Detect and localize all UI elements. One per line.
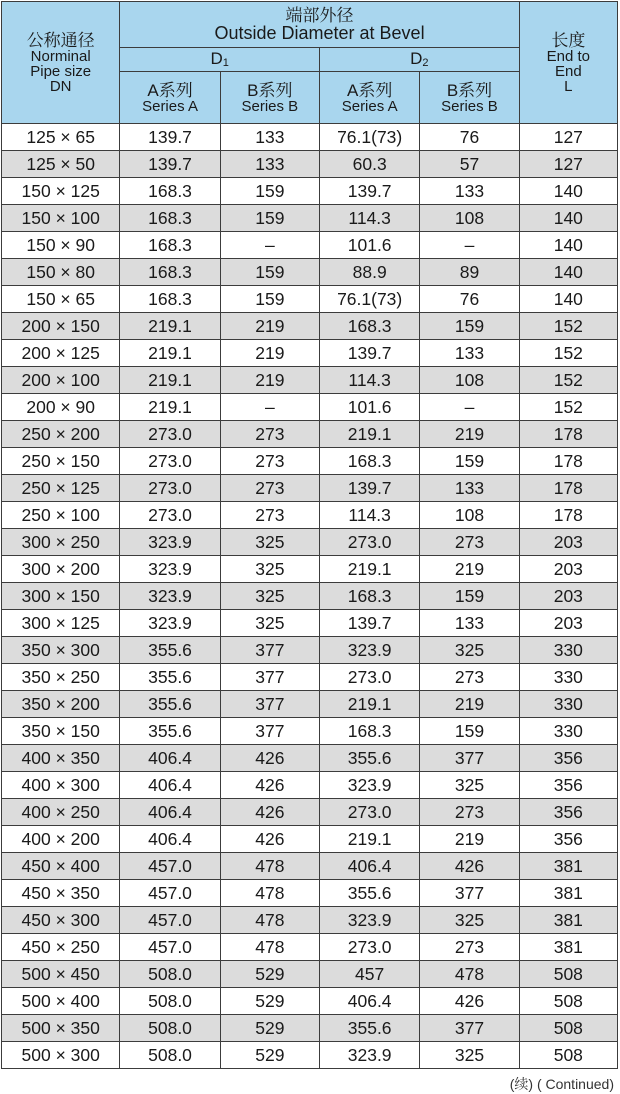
table-row [2, 313, 618, 340]
d2-series-a-cell: 114.3 [320, 367, 420, 394]
length-cell: 356 [519, 799, 617, 826]
d2-series-b-header [420, 72, 519, 124]
dn-cell: 150 × 100 [2, 205, 120, 232]
length-cell: 508 [519, 1042, 617, 1069]
d2-series-b-cell: 273 [420, 934, 519, 961]
length-cell: 140 [519, 205, 617, 232]
d2-series-a-cell: 76.1(73) [320, 124, 420, 151]
dn-header-en1: Norminal [30, 47, 91, 65]
d2-series-a-header [320, 72, 420, 124]
d1-series-b-cell: 426 [220, 772, 319, 799]
dn-cell: 125 × 50 [2, 151, 120, 178]
d2-series-b-cell: 159 [420, 313, 519, 340]
dn-cell: 350 × 250 [2, 664, 120, 691]
d2-series-a-cell: 457 [320, 961, 420, 988]
d1-series-a-cell: 273.0 [120, 448, 220, 475]
d1-series-b-cell: 273 [220, 502, 319, 529]
d1-sub: 1 [222, 57, 229, 69]
d1-series-a-cell: 406.4 [120, 745, 220, 772]
table-row [2, 664, 618, 691]
d2-series-b-cell: 219 [420, 556, 519, 583]
length-cell: 127 [519, 151, 617, 178]
series-b-zh: B系列 [446, 80, 493, 100]
d2-series-b-cell: 426 [420, 853, 519, 880]
table-row [2, 124, 618, 151]
series-b-en: Series B [241, 97, 299, 115]
length-cell: 152 [519, 394, 617, 421]
d2-series-a-cell: 219.1 [320, 826, 420, 853]
length-cell: 140 [519, 259, 617, 286]
length-cell: 203 [519, 556, 617, 583]
dn-cell: 500 × 350 [2, 1015, 120, 1042]
d1-series-b-cell: 133 [220, 124, 319, 151]
d2-series-b-cell: 133 [420, 340, 519, 367]
length-cell: 152 [519, 313, 617, 340]
d1-series-b-cell: 478 [220, 907, 319, 934]
d2-series-a-cell: 168.3 [320, 448, 420, 475]
d2-series-a-cell: 114.3 [320, 502, 420, 529]
length-cell: 152 [519, 340, 617, 367]
table-row [2, 556, 618, 583]
length-cell: 140 [519, 178, 617, 205]
length-header [519, 2, 617, 124]
d1-series-a-cell: 168.3 [120, 259, 220, 286]
d2-series-a-cell: 355.6 [320, 1015, 420, 1042]
dn-header-en2: Pipe size [30, 62, 92, 80]
table-row [2, 745, 618, 772]
length-cell: 140 [519, 232, 617, 259]
table-row [2, 583, 618, 610]
d1-series-b-cell: – [220, 232, 319, 259]
table-row [2, 232, 618, 259]
d2-series-b-cell: 219 [420, 826, 519, 853]
table-row [2, 529, 618, 556]
length-header-zh: 长度 [551, 30, 586, 50]
d1-series-b-cell: 159 [220, 205, 319, 232]
d1-series-a-cell: 355.6 [120, 637, 220, 664]
length-cell: 381 [519, 880, 617, 907]
d2-series-a-cell: 168.3 [320, 718, 420, 745]
d2-series-a-cell: 101.6 [320, 232, 420, 259]
pipe-dimension-table [1, 1, 618, 1069]
length-cell: 381 [519, 853, 617, 880]
dn-cell: 450 × 250 [2, 934, 120, 961]
dn-cell: 500 × 300 [2, 1042, 120, 1069]
dn-cell: 250 × 200 [2, 421, 120, 448]
dn-cell: 300 × 125 [2, 610, 120, 637]
d2-series-b-cell: 133 [420, 475, 519, 502]
od-header-en: Outside Diameter at Bevel [214, 23, 425, 43]
dn-cell: 250 × 100 [2, 502, 120, 529]
d1-series-a-cell: 273.0 [120, 421, 220, 448]
length-header-en1: End to [546, 47, 591, 65]
d2-series-a-cell: 139.7 [320, 475, 420, 502]
d2-series-a-cell: 406.4 [320, 853, 420, 880]
d2-series-b-cell: 273 [420, 664, 519, 691]
length-cell: 203 [519, 529, 617, 556]
dn-cell: 350 × 200 [2, 691, 120, 718]
table-header [2, 2, 618, 124]
dn-cell: 450 × 300 [2, 907, 120, 934]
d2-series-a-cell: 139.7 [320, 340, 420, 367]
table-row [2, 475, 618, 502]
d2-series-b-cell: 478 [420, 961, 519, 988]
d1-series-b-cell: 219 [220, 313, 319, 340]
d1-series-b-cell: 529 [220, 961, 319, 988]
d1-series-b-cell: 159 [220, 286, 319, 313]
d1-series-b-cell: 529 [220, 1042, 319, 1069]
length-cell: 178 [519, 421, 617, 448]
table-row [2, 907, 618, 934]
table-row [2, 1015, 618, 1042]
length-cell: 178 [519, 448, 617, 475]
dn-cell: 400 × 200 [2, 826, 120, 853]
d1-series-b-cell: 377 [220, 718, 319, 745]
table-row [2, 151, 618, 178]
dn-cell: 350 × 300 [2, 637, 120, 664]
d1-series-a-cell: 406.4 [120, 772, 220, 799]
length-cell: 330 [519, 637, 617, 664]
d2-series-a-cell: 114.3 [320, 205, 420, 232]
d2-series-b-cell: 273 [420, 529, 519, 556]
d2-series-a-cell: 323.9 [320, 907, 420, 934]
d1-series-b-cell: 219 [220, 340, 319, 367]
dn-cell: 400 × 300 [2, 772, 120, 799]
length-cell: 178 [519, 475, 617, 502]
d2-series-a-cell: 323.9 [320, 772, 420, 799]
od-header [120, 2, 519, 48]
d2-series-b-cell: 108 [420, 205, 519, 232]
dn-cell: 300 × 150 [2, 583, 120, 610]
d1-series-a-cell: 273.0 [120, 475, 220, 502]
length-cell: 508 [519, 1015, 617, 1042]
table-row [2, 799, 618, 826]
d1-series-a-cell: 323.9 [120, 529, 220, 556]
d2-series-b-cell: 89 [420, 259, 519, 286]
d2-series-a-cell: 273.0 [320, 799, 420, 826]
d1-series-a-cell: 355.6 [120, 691, 220, 718]
table-row [2, 205, 618, 232]
d1-series-b-cell: 273 [220, 448, 319, 475]
d1-series-a-cell: 457.0 [120, 853, 220, 880]
dn-cell: 250 × 125 [2, 475, 120, 502]
d2-series-b-cell: 325 [420, 772, 519, 799]
d2-series-a-cell: 219.1 [320, 421, 420, 448]
dn-cell: 250 × 150 [2, 448, 120, 475]
length-cell: 203 [519, 610, 617, 637]
d1-series-a-cell: 219.1 [120, 367, 220, 394]
d2-series-b-cell: 108 [420, 502, 519, 529]
length-cell: 330 [519, 664, 617, 691]
series-a-en: Series A [341, 97, 398, 115]
d2-header [320, 48, 520, 72]
d1-series-b-cell: 159 [220, 259, 319, 286]
d2-series-b-cell: 133 [420, 178, 519, 205]
d2-series-b-cell: 377 [420, 1015, 519, 1042]
length-cell: 330 [519, 718, 617, 745]
d1-series-a-cell: 323.9 [120, 583, 220, 610]
d2-series-a-cell: 355.6 [320, 880, 420, 907]
dn-header [2, 2, 120, 124]
d2-series-a-cell: 355.6 [320, 745, 420, 772]
table-row [2, 718, 618, 745]
d1-series-a-cell: 273.0 [120, 502, 220, 529]
d1-series-a-cell: 508.0 [120, 1015, 220, 1042]
d2-series-b-cell: 219 [420, 691, 519, 718]
dn-cell: 200 × 90 [2, 394, 120, 421]
dn-cell: 150 × 80 [2, 259, 120, 286]
length-cell: 356 [519, 745, 617, 772]
d2-series-b-cell: 108 [420, 367, 519, 394]
d1-series-a-cell: 168.3 [120, 178, 220, 205]
table-row [2, 178, 618, 205]
d1-series-a-cell: 168.3 [120, 205, 220, 232]
d1-series-a-cell: 508.0 [120, 1042, 220, 1069]
d1-series-a-cell: 508.0 [120, 961, 220, 988]
d1-series-b-cell: 133 [220, 151, 319, 178]
d2-series-a-cell: 168.3 [320, 313, 420, 340]
d1-series-b-cell: 377 [220, 664, 319, 691]
length-header-en2: End [554, 62, 582, 80]
d2-series-b-cell: 273 [420, 799, 519, 826]
dn-cell: 300 × 200 [2, 556, 120, 583]
dn-cell: 300 × 250 [2, 529, 120, 556]
d1-series-b-header [220, 72, 319, 124]
d2-series-b-cell: 159 [420, 583, 519, 610]
d2-series-b-cell: – [420, 232, 519, 259]
d1-series-a-cell: 355.6 [120, 664, 220, 691]
d1-series-a-cell: 139.7 [120, 124, 220, 151]
d2-series-a-cell: 219.1 [320, 556, 420, 583]
dn-cell: 150 × 65 [2, 286, 120, 313]
dn-cell: 200 × 100 [2, 367, 120, 394]
d1-series-a-cell: 219.1 [120, 313, 220, 340]
table-row [2, 988, 618, 1015]
d2-series-b-cell: 159 [420, 718, 519, 745]
table-row [2, 502, 618, 529]
d2-series-a-cell: 60.3 [320, 151, 420, 178]
table-row [2, 421, 618, 448]
dn-header-zh: 公称通径 [26, 30, 95, 50]
d1-series-b-cell: 529 [220, 988, 319, 1015]
d1-series-a-cell: 219.1 [120, 340, 220, 367]
d1-series-b-cell: 325 [220, 610, 319, 637]
d2-series-a-cell: 273.0 [320, 934, 420, 961]
length-cell: 140 [519, 286, 617, 313]
d1-series-a-cell: 168.3 [120, 286, 220, 313]
d1-series-b-cell: 478 [220, 853, 319, 880]
d1-series-a-cell: 457.0 [120, 880, 220, 907]
d1-series-b-cell: 377 [220, 691, 319, 718]
table-row [2, 1042, 618, 1069]
d2-series-b-cell: 377 [420, 745, 519, 772]
table-body [2, 124, 618, 1069]
d2-series-a-cell: 273.0 [320, 664, 420, 691]
d1-series-a-cell: 323.9 [120, 610, 220, 637]
table-row [2, 394, 618, 421]
table-row [2, 610, 618, 637]
d1-main: D [210, 49, 223, 68]
series-a-zh: A系列 [346, 80, 393, 100]
d1-header [120, 48, 320, 72]
d1-series-a-cell: 323.9 [120, 556, 220, 583]
d1-series-b-cell: 478 [220, 934, 319, 961]
d2-series-a-cell: 168.3 [320, 583, 420, 610]
d2-series-b-cell: 325 [420, 1042, 519, 1069]
length-cell: 203 [519, 583, 617, 610]
table-row [2, 367, 618, 394]
d2-main: D [410, 49, 423, 68]
length-cell: 127 [519, 124, 617, 151]
d2-series-a-cell: 406.4 [320, 988, 420, 1015]
dn-header-en3: DN [49, 77, 72, 95]
od-header-zh: 端部外径 [285, 6, 354, 25]
table-row [2, 286, 618, 313]
d2-series-b-cell: 159 [420, 448, 519, 475]
d1-series-b-cell: 325 [220, 529, 319, 556]
d2-series-a-cell: 139.7 [320, 610, 420, 637]
d1-series-b-cell: 426 [220, 799, 319, 826]
d1-series-a-cell: 457.0 [120, 907, 220, 934]
table-row [2, 934, 618, 961]
dn-cell: 350 × 150 [2, 718, 120, 745]
d1-series-b-cell: 325 [220, 583, 319, 610]
d1-series-a-cell: 355.6 [120, 718, 220, 745]
table-row [2, 826, 618, 853]
table-row [2, 961, 618, 988]
d1-series-a-cell: 457.0 [120, 934, 220, 961]
dn-cell: 125 × 65 [2, 124, 120, 151]
d1-series-b-cell: 219 [220, 367, 319, 394]
dn-cell: 450 × 400 [2, 853, 120, 880]
dn-cell: 450 × 350 [2, 880, 120, 907]
length-cell: 508 [519, 988, 617, 1015]
table-row [2, 853, 618, 880]
d2-series-a-cell: 323.9 [320, 1042, 420, 1069]
d2-series-a-cell: 219.1 [320, 691, 420, 718]
d1-series-a-cell: 168.3 [120, 232, 220, 259]
d1-series-a-cell: 139.7 [120, 151, 220, 178]
d1-series-a-cell: 406.4 [120, 826, 220, 853]
series-b-en: Series B [441, 97, 498, 115]
d2-series-b-cell: 325 [420, 907, 519, 934]
length-cell: 152 [519, 367, 617, 394]
continued-note: (续) ( Continued) [509, 1076, 614, 1092]
table-row [2, 259, 618, 286]
dn-cell: 500 × 450 [2, 961, 120, 988]
length-cell: 356 [519, 826, 617, 853]
table-row [2, 340, 618, 367]
length-cell: 330 [519, 691, 617, 718]
dn-cell: 500 × 400 [2, 988, 120, 1015]
d2-series-b-cell: 325 [420, 637, 519, 664]
d1-series-a-header [120, 72, 220, 124]
length-cell: 381 [519, 934, 617, 961]
d1-series-b-cell: 529 [220, 1015, 319, 1042]
d2-series-b-cell: 133 [420, 610, 519, 637]
dn-cell: 150 × 125 [2, 178, 120, 205]
d2-series-a-cell: 139.7 [320, 178, 420, 205]
table-row [2, 880, 618, 907]
d2-series-a-cell: 323.9 [320, 637, 420, 664]
table-row [2, 637, 618, 664]
dn-cell: 200 × 150 [2, 313, 120, 340]
d2-series-b-cell: 57 [420, 151, 519, 178]
d1-series-a-cell: 219.1 [120, 394, 220, 421]
d1-series-b-cell: 426 [220, 826, 319, 853]
length-header-en3: L [564, 77, 573, 95]
d1-series-a-cell: 508.0 [120, 988, 220, 1015]
length-cell: 356 [519, 772, 617, 799]
d1-series-b-cell: 426 [220, 745, 319, 772]
table-row [2, 448, 618, 475]
d2-sub: 2 [422, 57, 429, 69]
d2-series-b-cell: 426 [420, 988, 519, 1015]
d1-series-b-cell: 377 [220, 637, 319, 664]
d2-series-b-cell: 219 [420, 421, 519, 448]
dn-cell: 400 × 350 [2, 745, 120, 772]
d1-series-b-cell: 273 [220, 421, 319, 448]
d2-series-b-cell: 76 [420, 124, 519, 151]
d1-series-b-cell: 325 [220, 556, 319, 583]
series-a-zh: A系列 [147, 80, 193, 100]
d1-series-a-cell: 406.4 [120, 799, 220, 826]
d1-series-b-cell: 478 [220, 880, 319, 907]
d2-series-a-cell: 101.6 [320, 394, 420, 421]
length-cell: 508 [519, 961, 617, 988]
d2-series-b-cell: 377 [420, 880, 519, 907]
series-a-en: Series A [142, 97, 198, 115]
length-cell: 381 [519, 907, 617, 934]
d2-series-a-cell: 88.9 [320, 259, 420, 286]
dn-cell: 150 × 90 [2, 232, 120, 259]
table-row [2, 691, 618, 718]
length-cell: 178 [519, 502, 617, 529]
series-b-zh: B系列 [247, 80, 293, 100]
table-row [2, 772, 618, 799]
d1-series-b-cell: 159 [220, 178, 319, 205]
d2-series-a-cell: 273.0 [320, 529, 420, 556]
d2-series-b-cell: – [420, 394, 519, 421]
d1-series-b-cell: – [220, 394, 319, 421]
d2-series-a-cell: 76.1(73) [320, 286, 420, 313]
d1-series-b-cell: 273 [220, 475, 319, 502]
dn-cell: 200 × 125 [2, 340, 120, 367]
dn-cell: 400 × 250 [2, 799, 120, 826]
d2-series-b-cell: 76 [420, 286, 519, 313]
